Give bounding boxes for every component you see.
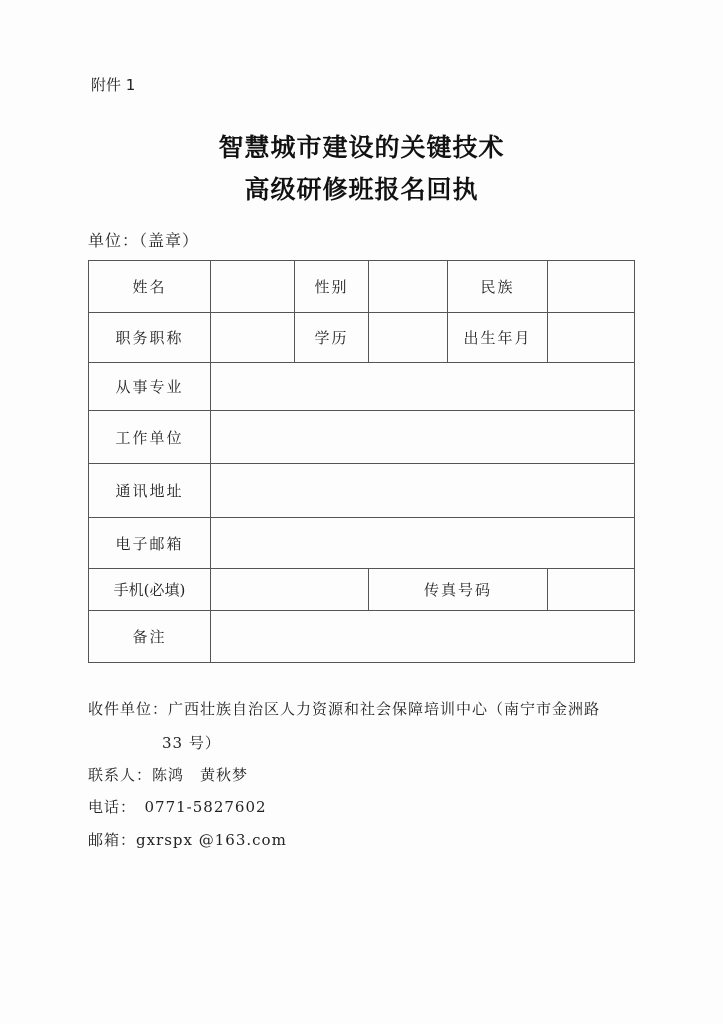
birth-field[interactable] [548,313,635,363]
title-line-2: 高级研修班报名回执 [244,175,479,204]
education-field[interactable] [369,313,448,363]
fax-field[interactable] [548,569,635,611]
recipient-line: 收件单位：广西壮族自治区人力资源和社会保障培训中心（南宁市金洲路 [88,700,601,718]
gender-field[interactable] [369,261,448,313]
specialty-field[interactable] [211,363,635,411]
workplace-label: 工作单位 [89,411,211,464]
phone-line: 电话： 0771-5827602 [88,798,267,816]
title-line-1: 智慧城市建设的关键技术 [218,133,505,162]
ethnicity-field[interactable] [548,261,635,313]
email-field[interactable] [211,518,635,569]
mobile-field[interactable] [211,569,369,611]
email-line: 邮箱：gxrspx @163.com [88,831,287,849]
education-label: 学历 [295,313,369,363]
gender-label: 性别 [295,261,369,313]
name-field[interactable] [211,261,295,313]
fax-label: 传真号码 [369,569,548,611]
recipient-line-cont: 33 号） [162,734,221,752]
position-field[interactable] [211,313,295,363]
name-label: 姓名 [89,261,211,313]
remarks-label: 备注 [89,611,211,663]
workplace-field[interactable] [211,411,635,464]
remarks-field[interactable] [211,611,635,663]
ethnicity-label: 民族 [448,261,548,313]
specialty-label: 从事专业 [89,363,211,411]
attachment-label: 附件 1 [91,76,136,94]
address-field[interactable] [211,464,635,518]
contact-line: 联系人：陈鸿 黄秋梦 [88,766,249,784]
email-label: 电子邮箱 [89,518,211,569]
position-label: 职务职称 [89,313,211,363]
unit-label: 单位：（盖章） [88,231,200,250]
registration-form-table [88,260,635,663]
address-label: 通讯地址 [89,464,211,518]
birth-label: 出生年月 [448,313,548,363]
mobile-label: 手机(必填) [89,569,211,611]
